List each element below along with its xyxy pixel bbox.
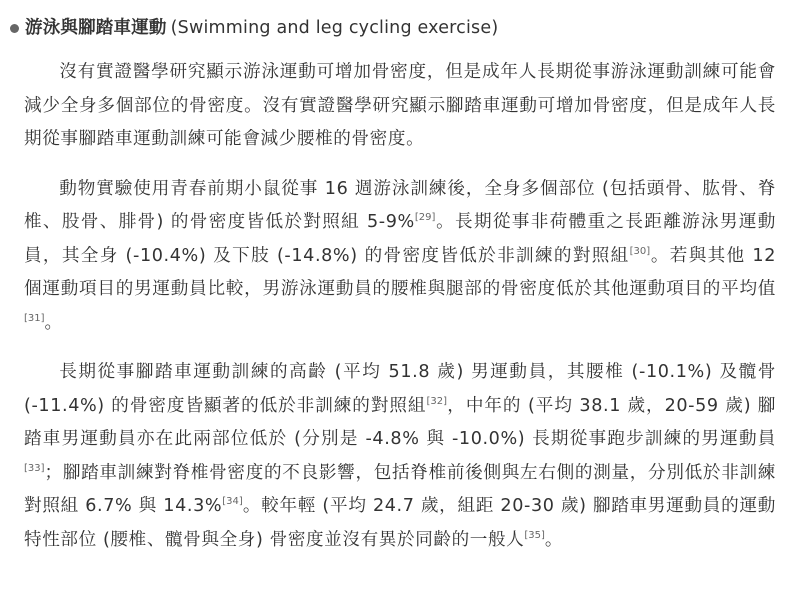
citation-ref[interactable]: [31] (24, 312, 45, 324)
citation-ref[interactable]: [35] (524, 529, 545, 541)
section-title-zh: 游泳與腳踏車運動 (25, 18, 167, 38)
section-heading (10, 14, 776, 42)
citation-ref[interactable]: [29] (414, 212, 436, 224)
citation-ref[interactable]: [30] (629, 245, 651, 257)
paragraph-text: 。較年輕 (平均 24.7 歲，組距 20-30 歲) 腳踏車男運動員的運動特性部位 (腰椎、髖骨與全身) 骨密度並沒有異於同齡的一般人 (24, 496, 776, 550)
paragraph-text: 。若與其他 12 個運動項目的男運動員比較，男游泳運動員的腰椎與腿部的骨密度低於其他運動項目的平均值 (24, 245, 776, 299)
paragraph-text: 沒有實證醫學研究顯示游泳運動可增加骨密度，但是成年人長期從事游泳運動訓練可能會減少全身多個部位的骨密度。沒有實證醫學研究顯示腳踏車運動可增加骨密度，但是成年人長期從事腳踏車運動訓練可能會減少腰椎的骨密度。 (24, 62, 776, 149)
paragraph-text: 動物實驗使用青春前期小鼠從事 16 週游泳訓練後，全身多個部位 (包括頭骨、肱骨、脊椎、股骨、腓骨) 的骨密度皆低於對照組 5-9% (24, 178, 776, 232)
paragraph-text: 長期從事腳踏車運動訓練的高齡 (平均 51.8 歲) 男運動員，其腰椎 (-10.1%) 及髖骨 (-11.4%) 的骨密度皆顯著的低於非訓練的對照組 (24, 362, 776, 416)
section-title-en: (Swimming and leg cycling exercise) (170, 18, 499, 38)
paragraph-text: 。 (544, 529, 564, 550)
paragraph-3 (24, 356, 776, 557)
paragraph-2 (24, 173, 776, 341)
paragraph-text: 。長期從事非荷體重之長距離游泳男運動員，其全身 (-10.4%) 及下肢 (-14.8%) 的骨密度皆低於非訓練的對照組 (24, 212, 776, 266)
citation-ref[interactable]: [33] (24, 462, 45, 474)
citation-ref[interactable]: [32] (426, 395, 447, 407)
bullet-icon (10, 24, 19, 33)
paragraph-text: 。 (44, 312, 63, 333)
paragraph-1 (24, 56, 776, 157)
citation-ref[interactable]: [34] (222, 496, 243, 508)
paragraph-text: ，中年的 (平均 38.1 歲，20-59 歲) 腳踏車男運動員亦在此兩部位低於 (分別是 -4.8% 與 -10.0%) 長期從事跑步訓練的男運動員 (24, 395, 776, 449)
paragraph-text: ；腳踏車訓練對脊椎骨密度的不良影響，包括脊椎前後側與左右側的測量，分別低於非訓練對照組 6.7% 與 14.3% (24, 462, 776, 516)
